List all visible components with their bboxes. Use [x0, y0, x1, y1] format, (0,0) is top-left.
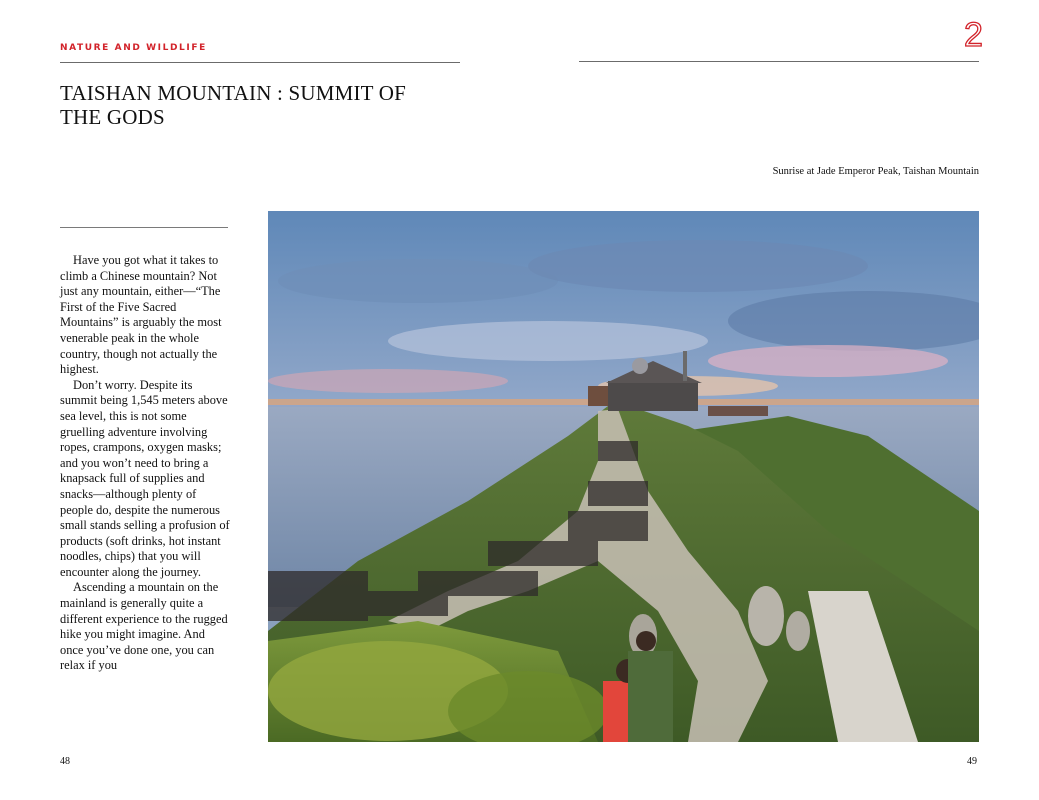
title-line-2: THE GODS: [60, 105, 165, 129]
header-rule-right: [579, 61, 979, 62]
body-paragraph: Don’t worry. Despite its summit being 1,545 meters above sea level, this is not some gruelling adventure involving ropes, crampons, oxygen masks; and you won’t need to bring a knapsack full of supplies and snacks—although plenty of people do, despite the numerous small stands selling a profusion of products (soft drinks, hot instant noodles, chips) that you will encounter along the journey.: [60, 377, 230, 579]
article-title: [60, 81, 440, 129]
photo-caption: Sunrise at Jade Emperor Peak, Taishan Mountain: [772, 166, 979, 177]
body-rule: [60, 227, 228, 228]
header-rule-left: [60, 62, 460, 63]
chapter-number-text: 2: [964, 16, 983, 50]
body-paragraph: Have you got what it takes to climb a Chinese mountain? Not just any mountain, either—“The First of the Five Sacred Mountains” is arguably the most venerable peak in the whole country, though not actually the highest.: [60, 253, 222, 377]
page-number-left: 48: [60, 756, 70, 767]
summit-photo: [268, 211, 979, 742]
body-paragraph: Ascending a mountain on the mainland is generally quite a different experience to the rugged hike you might imagine. And once you’ve done one, you can relax if you: [60, 580, 228, 673]
page-number-right: 49: [967, 756, 977, 767]
chapter-number: [962, 16, 990, 50]
title-line-1: TAISHAN MOUNTAIN : SUMMIT OF: [60, 81, 407, 105]
section-label: NATURE AND WILDLIFE: [60, 43, 207, 53]
article-body: [60, 253, 230, 674]
